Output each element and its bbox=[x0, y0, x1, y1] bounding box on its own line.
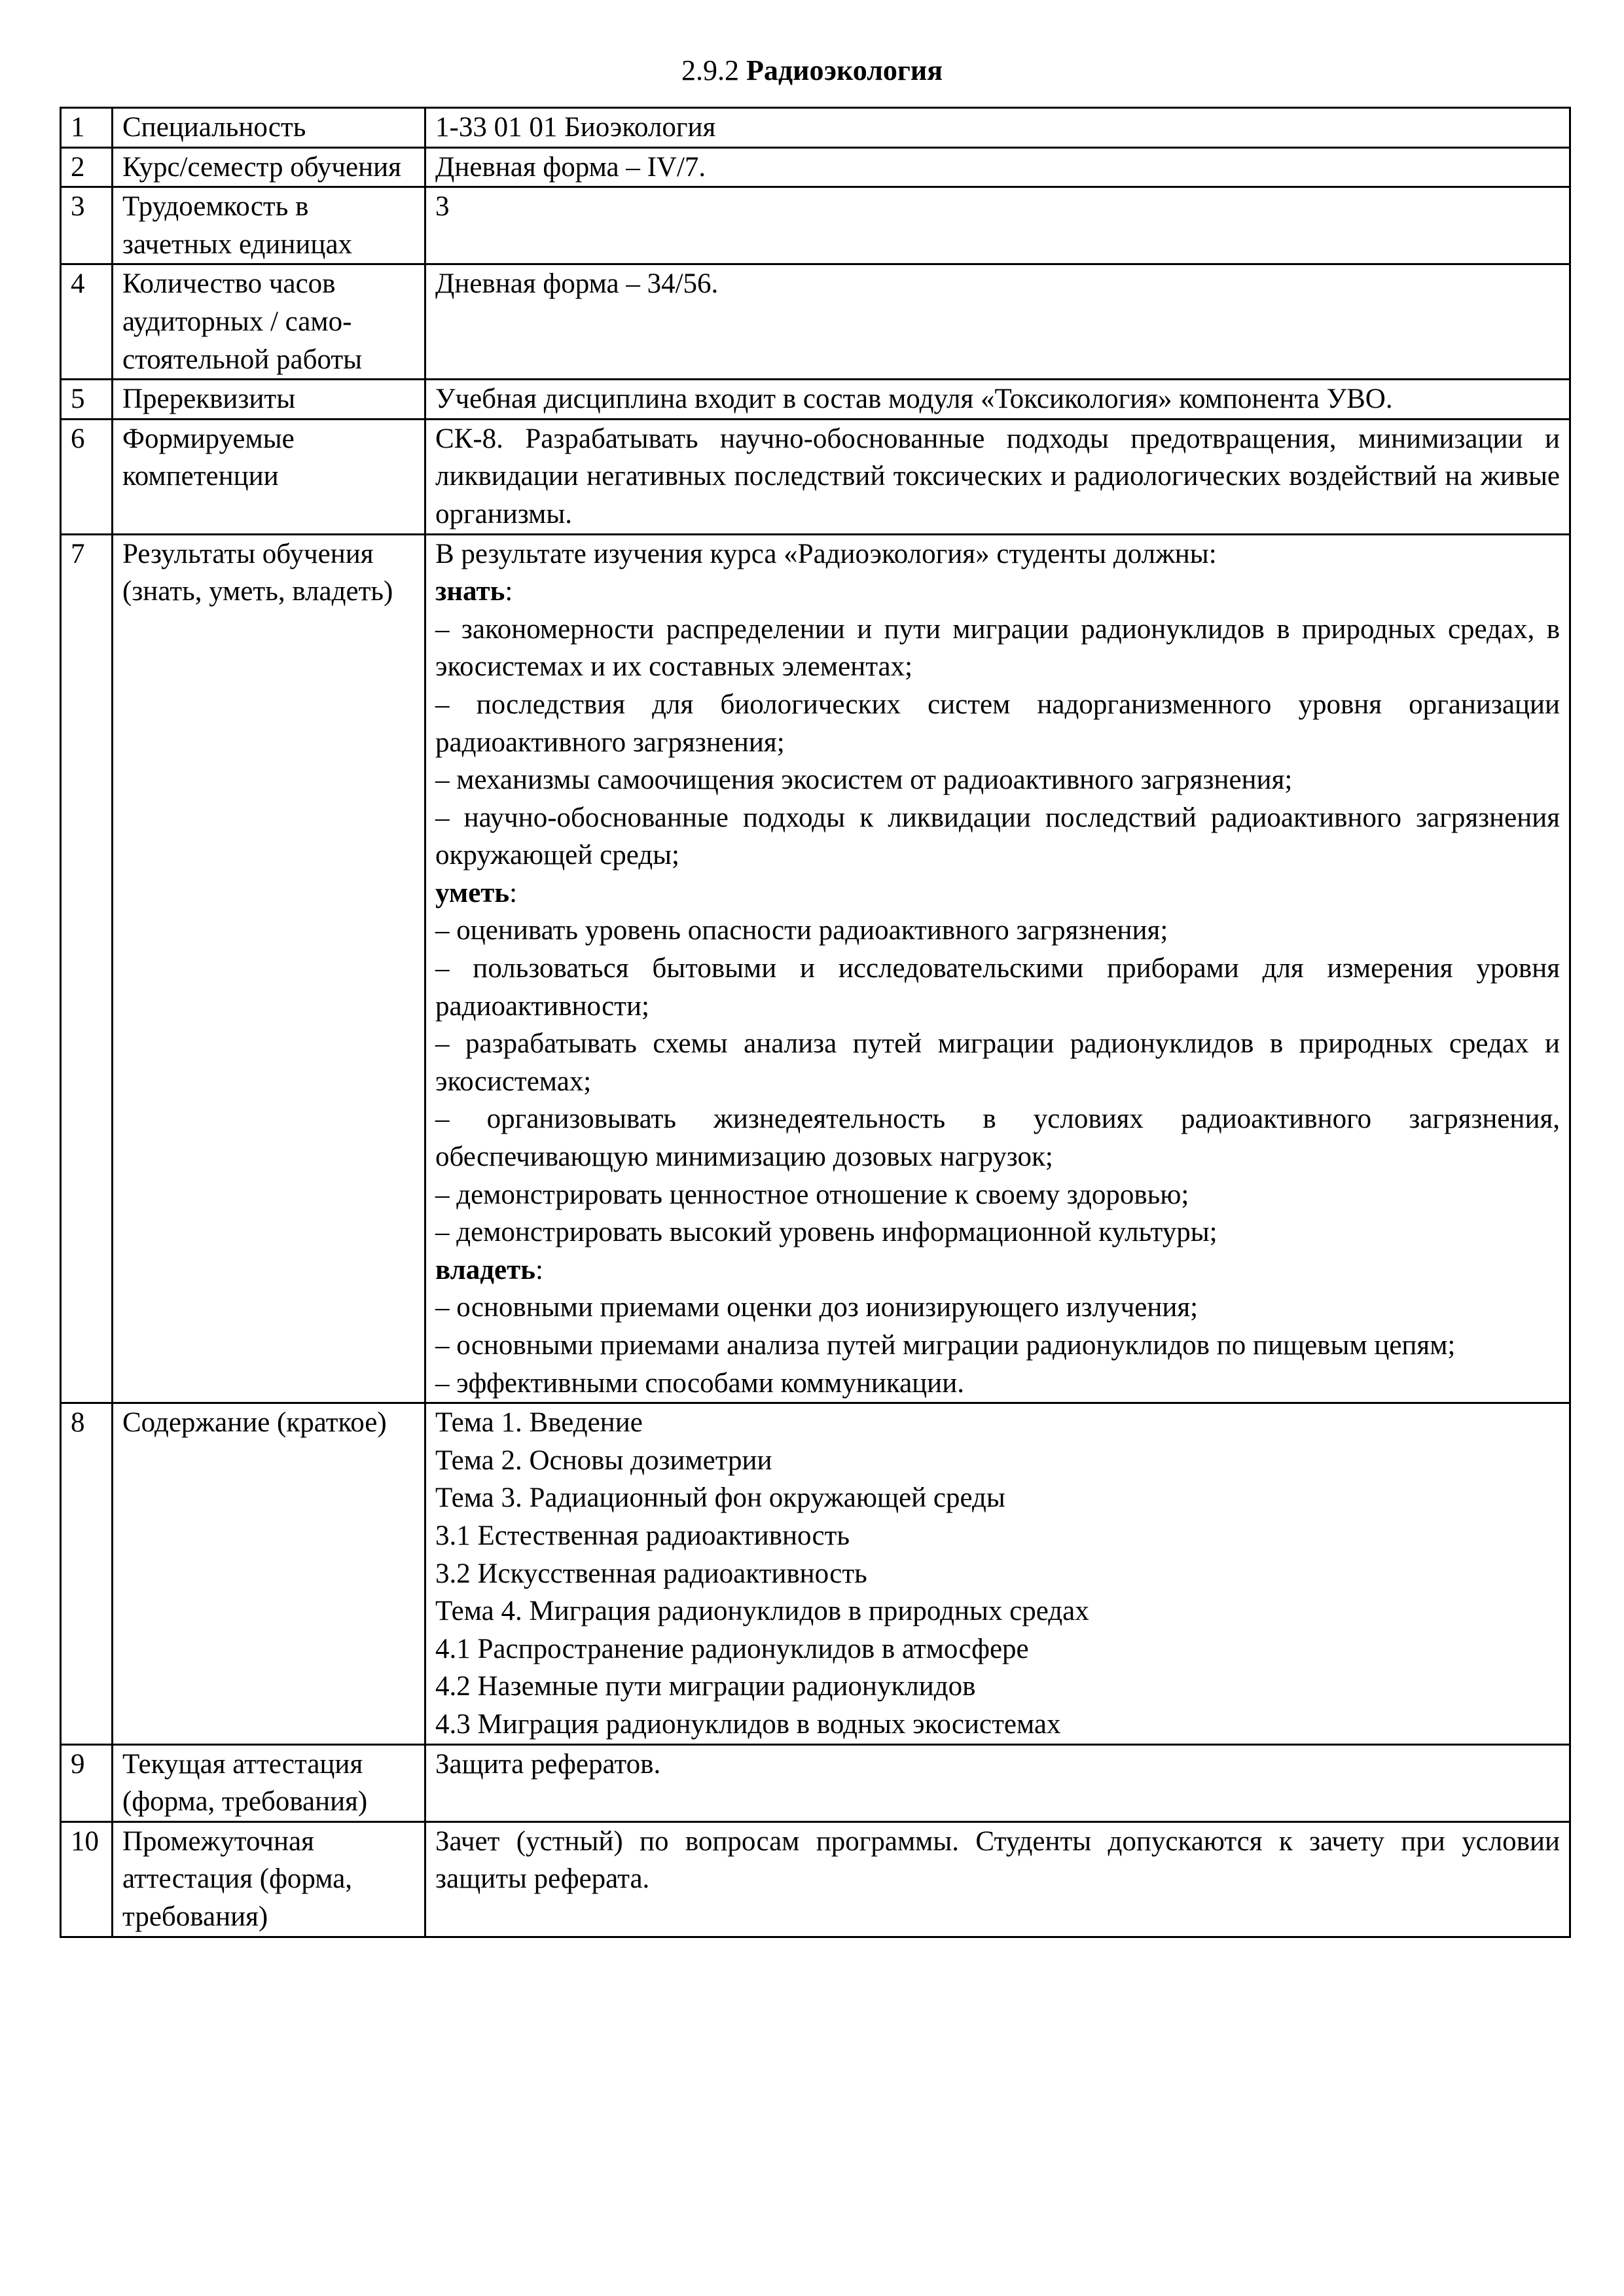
outcomes-intro: В результате изучения курса «Радиоэкология» студенты должны: bbox=[435, 538, 1217, 569]
row-number: 6 bbox=[61, 419, 113, 534]
list-item: – демонстрировать высокий уровень информационной культуры; bbox=[435, 1217, 1218, 1248]
row-value-text: 1-33 01 01 Биоэкология bbox=[435, 112, 716, 143]
list-item: – разрабатывать схемы анализа путей миграции радионуклидов в природных средах и экосистемах; bbox=[435, 1028, 1560, 1097]
know-heading-line: знать: bbox=[435, 576, 513, 607]
row-value bbox=[425, 1821, 1570, 1937]
topic-item: 3.1 Естественная радиоактивность bbox=[435, 1520, 850, 1551]
list-item: – пользоваться бытовыми и исследовательскими приборами для измерения уровня радиоактивности; bbox=[435, 953, 1560, 1022]
table-row bbox=[61, 1821, 1570, 1937]
page-title bbox=[0, 52, 1624, 89]
list-item: – организовывать жизнедеятельность в условиях радиоактивного загрязнения, обеспечивающую минимизацию дозовых нагрузок; bbox=[435, 1103, 1560, 1173]
table-row bbox=[61, 187, 1570, 264]
row-label: Текущая аттестация (форма, требования) bbox=[113, 1744, 425, 1821]
row-label: Курс/семестр обучения bbox=[113, 147, 425, 187]
row-label: Промежуточная аттестация (форма, требования) bbox=[113, 1821, 425, 1937]
row-label: Результаты обучения (знать, уметь, владеть) bbox=[113, 534, 425, 1403]
row-value bbox=[425, 264, 1570, 380]
row-number: 5 bbox=[61, 380, 113, 420]
row-value bbox=[425, 108, 1570, 148]
row-number: 1 bbox=[61, 108, 113, 148]
row-number: 7 bbox=[61, 534, 113, 1403]
row-value-text: Зачет (устный) по вопросам программы. Студенты допускаются к зачету при условии защиты реферата. bbox=[435, 1825, 1560, 1895]
know-heading: знать bbox=[435, 576, 505, 607]
row-value-text: Учебная дисциплина входит в состав модуля «Токсикология» компонента УВО. bbox=[435, 384, 1393, 415]
table-row bbox=[61, 108, 1570, 148]
table-row bbox=[61, 380, 1570, 420]
topic-item: Тема 2. Основы дозиметрии bbox=[435, 1444, 772, 1476]
topic-item: Тема 1. Введение bbox=[435, 1407, 643, 1439]
own-heading-line: владеть: bbox=[435, 1254, 543, 1285]
list-item: – последствия для биологических систем надорганизменного уровня организации радиоактивного загрязнения; bbox=[435, 689, 1560, 758]
section-number: 2.9.2 bbox=[681, 54, 739, 86]
can-heading-line: уметь: bbox=[435, 877, 518, 908]
list-item: – научно-обоснованные подходы к ликвидации последствий радиоактивного загрязнения окружающей среды; bbox=[435, 802, 1560, 871]
row-number: 10 bbox=[61, 1821, 113, 1937]
row-label: Содержание (краткое) bbox=[113, 1403, 425, 1744]
topic-item: 4.2 Наземные пути миграции радионуклидов bbox=[435, 1671, 976, 1702]
row-number: 4 bbox=[61, 264, 113, 380]
list-item: – демонстрировать ценностное отношение к своему здоровью; bbox=[435, 1179, 1189, 1210]
table-row bbox=[61, 1744, 1570, 1821]
list-item: – основными приемами анализа путей миграции радионуклидов по пищевым цепям; bbox=[435, 1330, 1456, 1361]
topic-item: 3.2 Искусственная радиоактивность bbox=[435, 1558, 867, 1589]
list-item: – оценивать уровень опасности радиоактивного загрязнения; bbox=[435, 915, 1168, 946]
table-row bbox=[61, 264, 1570, 380]
row-value bbox=[425, 419, 1570, 534]
row-number: 3 bbox=[61, 187, 113, 264]
own-heading: владеть bbox=[435, 1254, 535, 1285]
list-item: – основными приемами оценки доз ионизирующего излучения; bbox=[435, 1292, 1199, 1323]
topic-item: 4.1 Распространение радионуклидов в атмосфере bbox=[435, 1633, 1029, 1664]
list-item: – механизмы самоочищения экосистем от радиоактивного загрязнения; bbox=[435, 764, 1293, 796]
row-value-text: Дневная форма – 34/56. bbox=[435, 268, 719, 300]
row-value bbox=[425, 380, 1570, 420]
row-value-text: 3 bbox=[435, 191, 450, 223]
list-item: – закономерности распределении и пути миграции радионуклидов в природных средах, в экосистемах и их составных элементах; bbox=[435, 613, 1560, 683]
row-value bbox=[425, 1744, 1570, 1821]
topic-item: 4.3 Миграция радионуклидов в водных экосистемах bbox=[435, 1708, 1061, 1740]
content-topics bbox=[425, 1403, 1570, 1744]
row-number: 2 bbox=[61, 147, 113, 187]
row-value-text: Дневная форма – IV/7. bbox=[435, 151, 706, 183]
row-number: 8 bbox=[61, 1403, 113, 1744]
topic-item: Тема 3. Радиационный фон окружающей среды bbox=[435, 1482, 1005, 1514]
discipline-card-table bbox=[60, 107, 1571, 1938]
row-value-text: Защита рефератов. bbox=[435, 1748, 661, 1780]
row-value-text: СК-8. Разрабатывать научно-обоснованные подходы предотвращения, минимизации и ликвидации негативных последствий токсических и радиологических воздействий на живые организмы. bbox=[435, 423, 1560, 529]
learning-outcomes bbox=[425, 534, 1570, 1403]
row-value bbox=[425, 187, 1570, 264]
table-row bbox=[61, 419, 1570, 534]
topic-item: Тема 4. Миграция радионуклидов в природных средах bbox=[435, 1596, 1089, 1627]
row-label: Трудоемкость в зачетных единицах bbox=[113, 187, 425, 264]
row-label: Количество часов аудиторных / само-стоятельной работы bbox=[113, 264, 425, 380]
table-row bbox=[61, 534, 1570, 1403]
row-label: Пререквизиты bbox=[113, 380, 425, 420]
row-label: Формируемые компетенции bbox=[113, 419, 425, 534]
row-number: 9 bbox=[61, 1744, 113, 1821]
row-label: Специальность bbox=[113, 108, 425, 148]
table-row bbox=[61, 147, 1570, 187]
section-name: Радиоэкология bbox=[746, 54, 943, 86]
row-value bbox=[425, 147, 1570, 187]
can-heading: уметь bbox=[435, 877, 510, 908]
list-item: – эффективными способами коммуникации. bbox=[435, 1367, 964, 1399]
table-row bbox=[61, 1403, 1570, 1744]
